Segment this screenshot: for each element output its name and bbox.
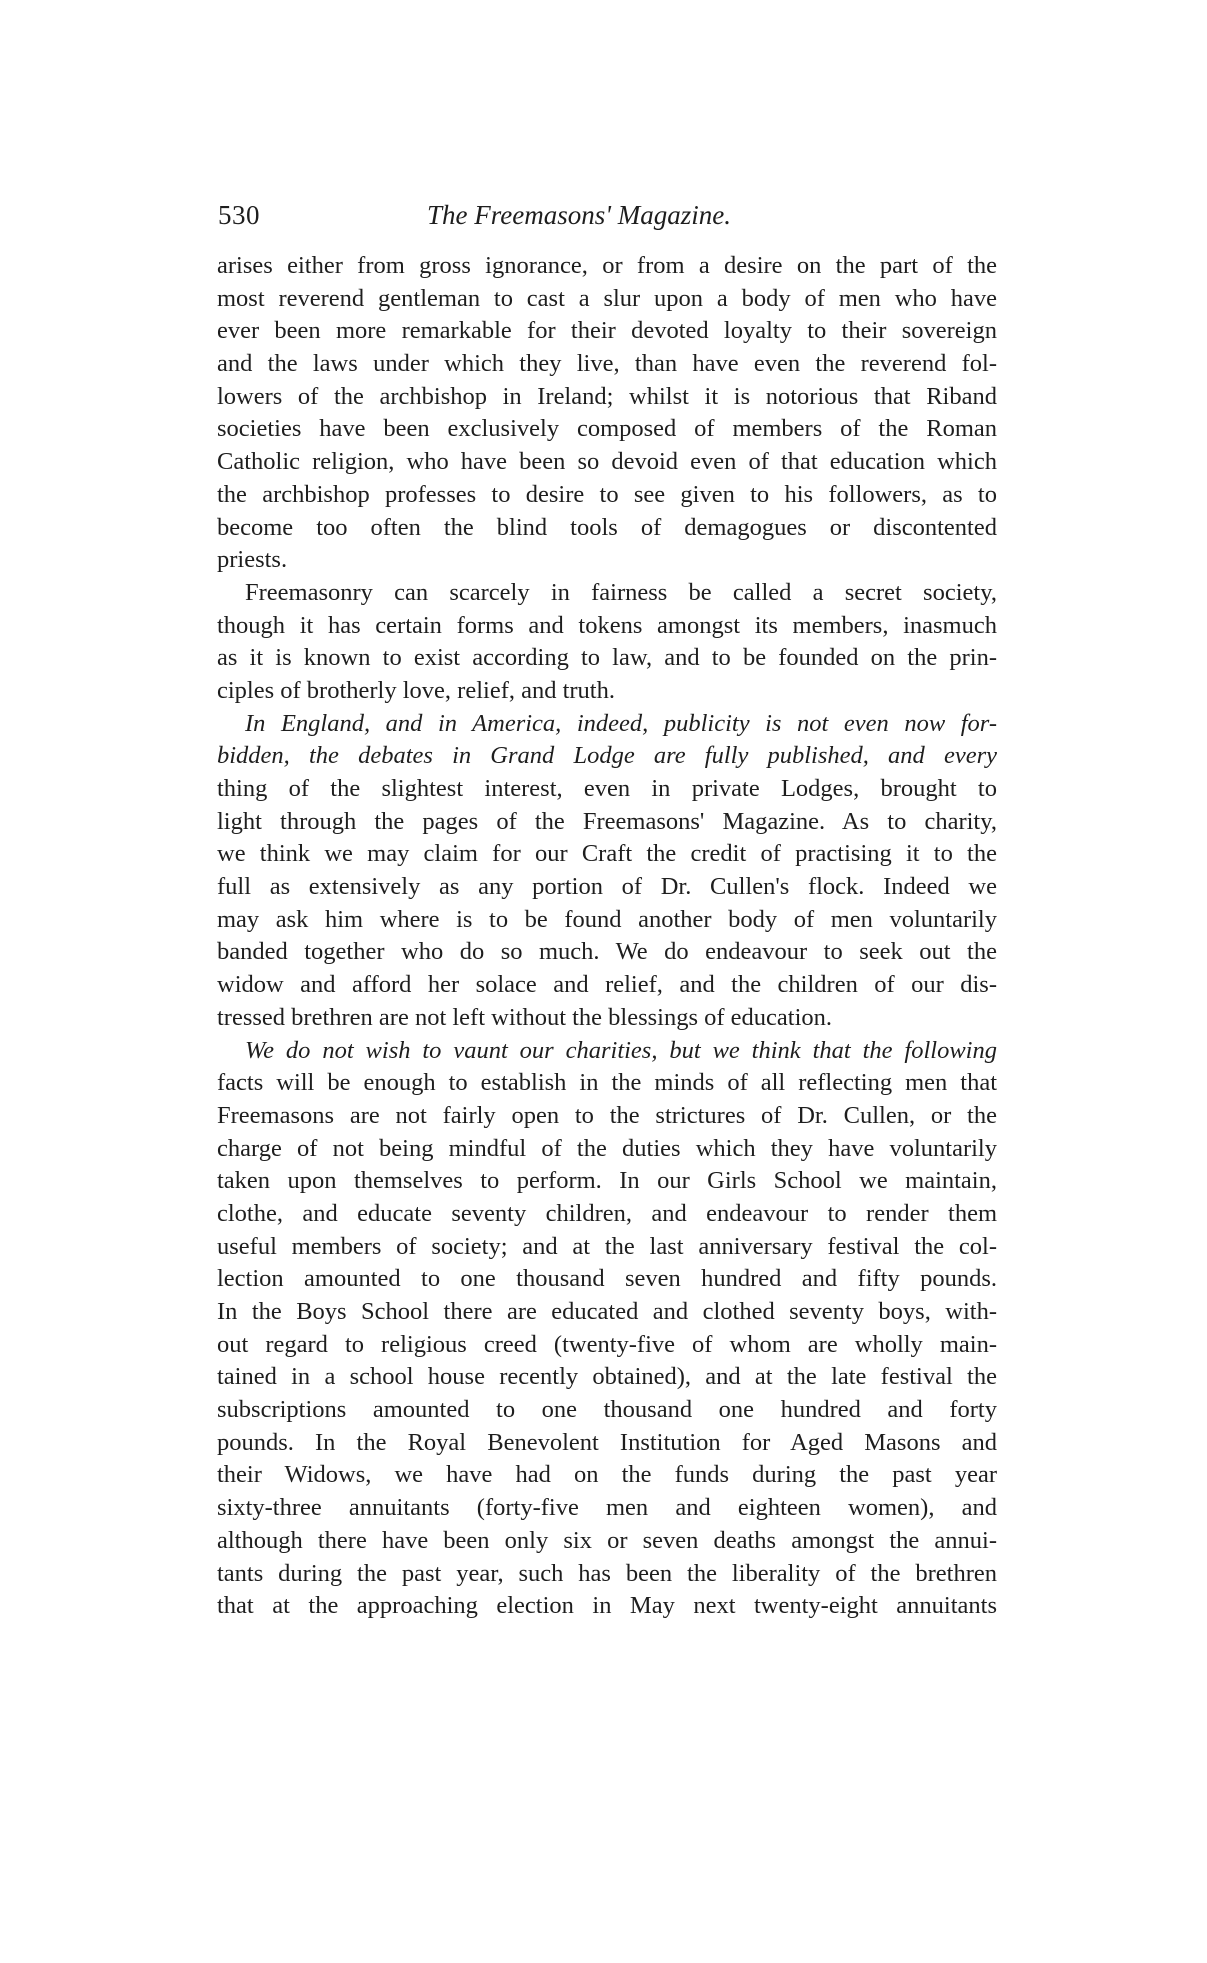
text-line: sixty-three annuitants (forty-five men and eighteen women), and <box>217 1494 997 1522</box>
page-header <box>218 200 998 240</box>
text-line: full as extensively as any portion of Dr. Cullen's flock. Indeed we <box>217 873 997 901</box>
text-line: Catholic religion, who have been so devoid even of that education which <box>217 448 997 476</box>
paragraph-start-line: In England, and in America, indeed, publicity is not even now for- <box>245 709 997 737</box>
text-line: may ask him where is to be found another body of men voluntarily <box>217 905 997 933</box>
text-line: become too often the blind tools of demagogues or discontented <box>217 513 997 541</box>
text-line: their Widows, we have had on the funds during the past year <box>217 1461 997 1489</box>
text-line: tressed brethren are not left without the blessings of education. <box>217 1003 833 1031</box>
text-line: tants during the past year, such has been the liberality of the brethren <box>217 1559 997 1587</box>
text-line: thing of the slightest interest, even in private Lodges, brought to <box>217 775 997 802</box>
text-line: ever been more remarkable for their devoted loyalty to their sovereign <box>217 317 997 345</box>
text-line: light through the pages of the Freemasons' Magazine. As to charity, <box>217 807 997 835</box>
running-title: The Freemasons' Magazine. <box>427 200 731 230</box>
text-line: bidden, the debates in Grand Lodge are fully published, and every <box>217 742 997 770</box>
text-line: though it has certain forms and tokens amongst its members, inasmuch <box>217 611 997 639</box>
text-line: widow and afford her solace and relief, and the children of our dis- <box>217 971 997 999</box>
text-line: charge of not being mindful of the duties which they have voluntarily <box>217 1134 997 1162</box>
text-line: Freemasons are not fairly open to the strictures of Dr. Cullen, or the <box>217 1101 997 1129</box>
article-body <box>217 250 997 1623</box>
text-line: and the laws under which they live, than have even the reverend fol- <box>217 350 997 378</box>
text-line: facts will be enough to establish in the minds of all reflecting men that <box>217 1069 997 1097</box>
text-line: we think we may claim for our Craft the credit of practising it to the <box>217 840 997 868</box>
text-line: taken upon themselves to perform. In our Girls School we maintain, <box>217 1167 997 1195</box>
text-line: useful members of society; and at the last anniversary festival the col- <box>217 1232 997 1260</box>
text-line: clothe, and educate seventy children, and endeavour to render them <box>217 1199 997 1227</box>
text-line: lection amounted to one thousand seven hundred and fifty pounds. <box>217 1265 997 1293</box>
text-line: as it is known to exist according to law, and to be founded on the prin- <box>217 644 997 672</box>
page-number: 530 <box>218 200 260 230</box>
text-line: priests. <box>217 546 288 574</box>
paragraph-start-line: We do not wish to vaunt our charities, but we think that the following <box>245 1036 997 1064</box>
text-line: lowers of the archbishop in Ireland; whilst it is notorious that Riband <box>217 382 997 410</box>
text-line: banded together who do so much. We do endeavour to seek out the <box>217 938 997 966</box>
text-line: subscriptions amounted to one thousand one hundred and forty <box>217 1396 997 1424</box>
text-line: ciples of brotherly love, relief, and truth. <box>217 676 615 704</box>
text-line: arises either from gross ignorance, or from a desire on the part of the <box>217 252 997 279</box>
text-line: the archbishop professes to desire to see given to his followers, as to <box>217 480 997 508</box>
text-line: societies have been exclusively composed of members of the Roman <box>217 415 997 443</box>
paragraph-start-line: Freemasonry can scarcely in fairness be called a secret society, <box>245 578 997 606</box>
text-line: most reverend gentleman to cast a slur upon a body of men who have <box>217 284 997 312</box>
text-line: that at the approaching election in May next twenty-eight annuitants <box>217 1592 997 1620</box>
text-line: pounds. In the Royal Benevolent Institution for Aged Masons and <box>217 1428 997 1456</box>
text-line: out regard to religious creed (twenty-five of whom are wholly main- <box>217 1330 997 1358</box>
text-line: In the Boys School there are educated and clothed seventy boys, with- <box>217 1298 997 1325</box>
text-line: although there have been only six or seven deaths amongst the annui- <box>217 1526 997 1554</box>
text-line: tained in a school house recently obtained), and at the late festival the <box>217 1363 997 1391</box>
